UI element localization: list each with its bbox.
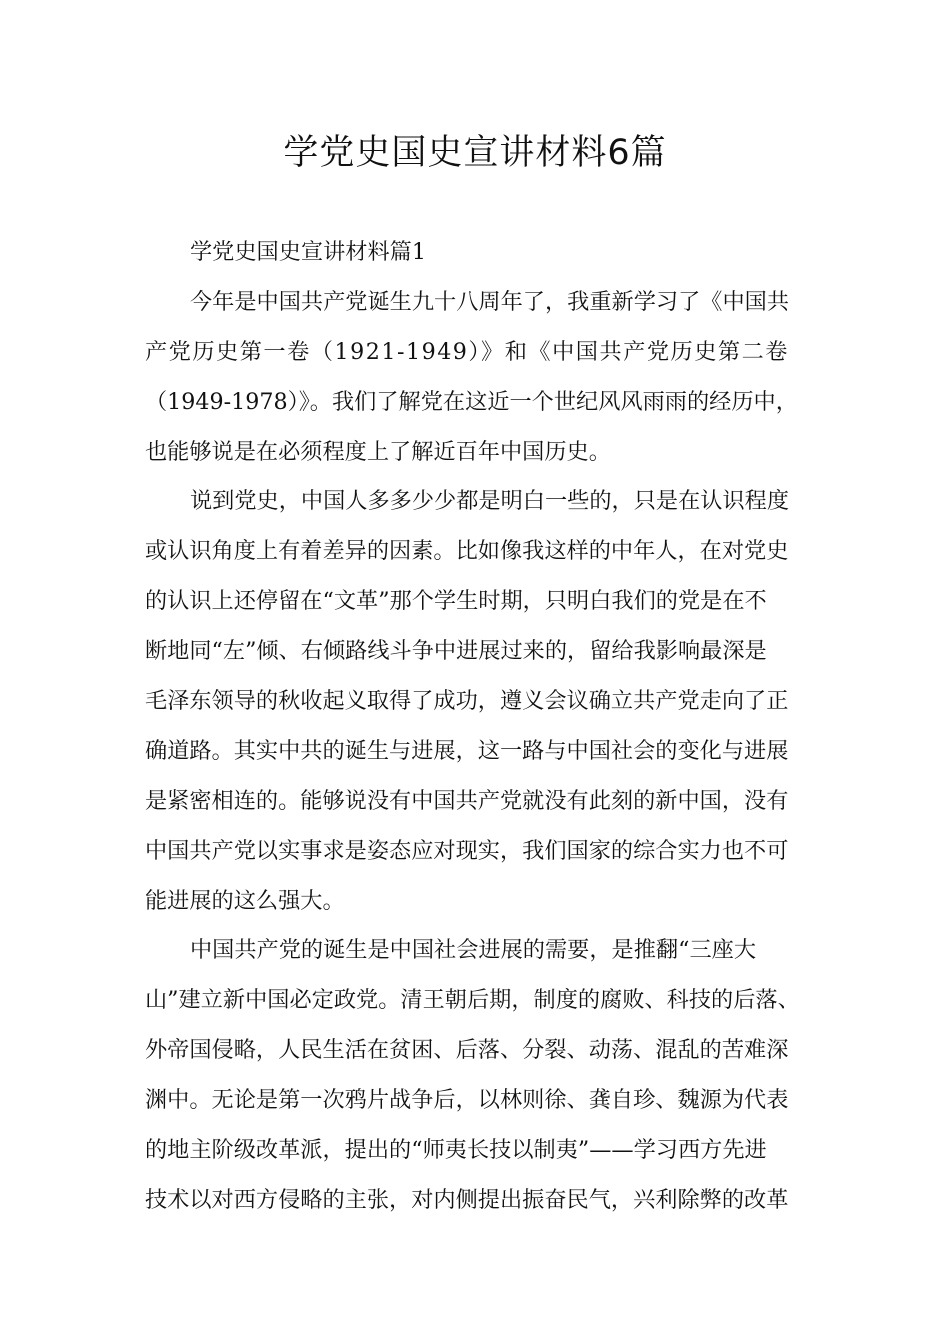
body-line: 说到党史，中国人多多少少都是明白一些的，只是在认识程度 bbox=[190, 488, 790, 514]
body-line: 是紧密相连的。能够说没有中国共产党就没有此刻的新中国，没有 bbox=[145, 788, 789, 814]
body-line: 外帝国侵略，人民生活在贫困、后落、分裂、动荡、混乱的苦难深 bbox=[145, 1037, 789, 1063]
body-line: 的认识上还停留在“文革”那个学生时期，只明白我们的党是在不 bbox=[145, 588, 767, 614]
body-line: 毛泽东领导的秋收起义取得了成功，遵义会议确立共产党走向了正 bbox=[145, 688, 789, 714]
body-line: 今年是中国共产党诞生九十八周年了，我重新学习了《中国共 bbox=[190, 289, 790, 315]
body-line: 产党历史第一卷（1921-1949）》和《中国共产党历史第二卷 bbox=[145, 339, 789, 365]
body-line: 断地同“左”倾、右倾路线斗争中进展过来的，留给我影响最深是 bbox=[145, 638, 767, 664]
body-line: 渊中。无论是第一次鸦片战争后，以林则徐、龚自珍、魏源为代表 bbox=[145, 1087, 789, 1113]
body-line: 中国共产党以实事求是姿态应对现实，我们国家的综合实力也不可 bbox=[145, 838, 789, 864]
body-line: 山”建立新中国必定政党。清王朝后期，制度的腐败、科技的后落、 bbox=[145, 987, 800, 1013]
document-title: 学党史国史宣讲材料6篇 bbox=[283, 133, 667, 173]
body-line: 中国共产党的诞生是中国社会进展的需要，是推翻“三座大 bbox=[190, 937, 757, 963]
body-line: （1949-1978）》。我们了解党在这近一个世纪风风雨雨的经历中， bbox=[145, 389, 798, 415]
body-line: 也能够说是在必须程度上了解近百年中国历史。 bbox=[145, 439, 611, 465]
body-line: 的地主阶级改革派，提出的“师夷长技以制夷”——学习西方先进 bbox=[145, 1137, 767, 1163]
body-line: 技术以对西方侵略的主张，对内侧提出振奋民气，兴利除弊的改革 bbox=[145, 1187, 789, 1213]
body-line: 确道路。其实中共的诞生与进展，这一路与中国社会的变化与进展 bbox=[145, 738, 789, 764]
body-line: 能进展的这么强大。 bbox=[145, 888, 345, 914]
body-line: 或认识角度上有着差异的因素。比如像我这样的中年人，在对党史 bbox=[145, 538, 789, 564]
section-heading: 学党史国史宣讲材料篇1 bbox=[190, 239, 426, 265]
